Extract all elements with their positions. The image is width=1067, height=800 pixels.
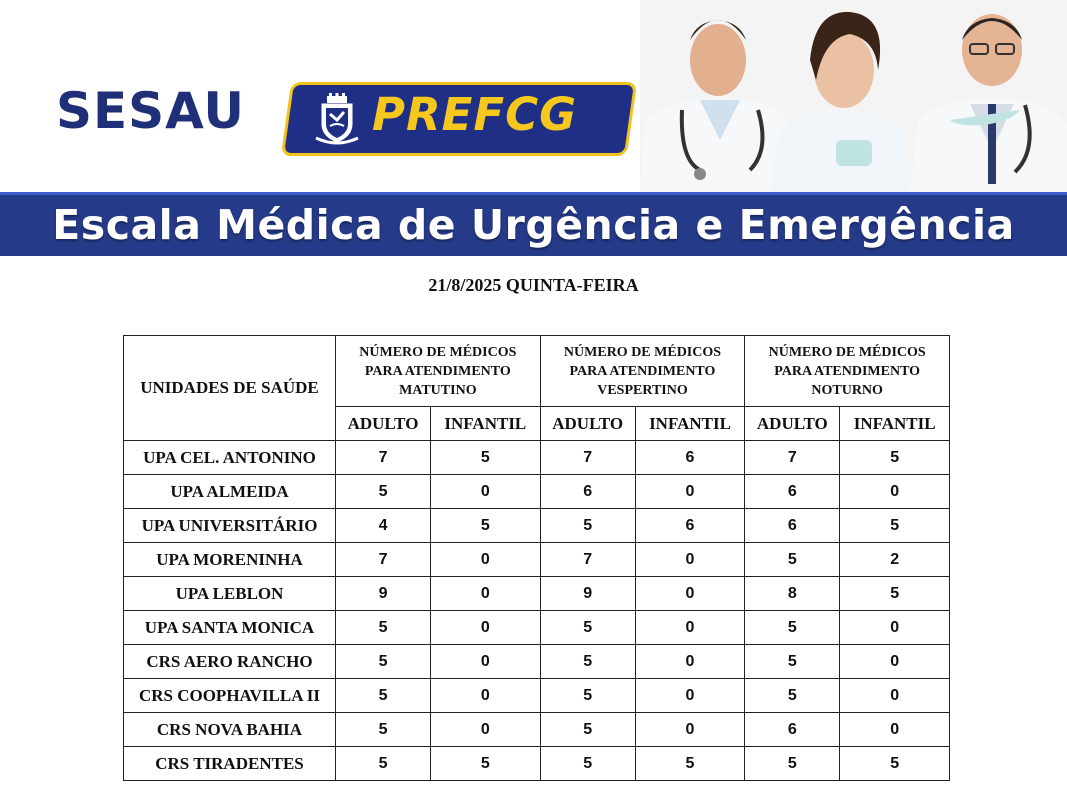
doctor-count: 6 [745, 475, 840, 509]
subheader-adult: ADULTO [336, 407, 431, 441]
group-header-line: NÚMERO DE MÉDICOS [768, 344, 926, 360]
doctor-count: 7 [745, 441, 840, 475]
doctor-count: 9 [336, 577, 431, 611]
doctor-count: 0 [431, 611, 541, 645]
doctor-count: 7 [336, 441, 431, 475]
prefcg-logo-text: PREFCG [372, 88, 578, 141]
doctor-count: 6 [635, 509, 745, 543]
doctor-count: 5 [840, 577, 950, 611]
unit-name: UPA CEL. ANTONINO [124, 441, 336, 475]
doctor-count: 5 [745, 645, 840, 679]
three-doctors-photo [640, 0, 1067, 192]
doctor-count: 6 [635, 441, 745, 475]
banner-title: Escala Médica de Urgência e Emergência [52, 201, 1015, 249]
group-header-line: NÚMERO DE MÉDICOS [359, 344, 517, 360]
group-header-line: MATUTINO [399, 382, 477, 398]
table-row [124, 509, 950, 543]
header [0, 0, 1067, 192]
doctor-count: 0 [635, 543, 745, 577]
doctor-count: 5 [540, 679, 635, 713]
table-row [124, 543, 950, 577]
table-row [124, 611, 950, 645]
doctor-count: 5 [540, 645, 635, 679]
group-header-line: NOTURNO [811, 382, 883, 398]
doctor-count: 5 [431, 509, 541, 543]
doctor-count: 0 [635, 475, 745, 509]
doctor-count: 7 [540, 441, 635, 475]
unit-name: CRS TIRADENTES [124, 747, 336, 781]
doctor-count: 0 [840, 645, 950, 679]
doctor-count: 0 [840, 679, 950, 713]
doctor-count: 0 [431, 577, 541, 611]
unit-name: CRS NOVA BAHIA [124, 713, 336, 747]
group-header-line: PARA ATENDIMENTO [364, 363, 511, 379]
doctor-count: 5 [336, 747, 431, 781]
doctor-count: 7 [540, 543, 635, 577]
doctor-count: 2 [840, 543, 950, 577]
doctor-count: 5 [540, 509, 635, 543]
table-row [124, 475, 950, 509]
doctor-count: 0 [840, 713, 950, 747]
doctor-count: 0 [431, 713, 541, 747]
unit-name: UPA UNIVERSITÁRIO [124, 509, 336, 543]
doctor-count: 5 [745, 747, 840, 781]
table-row [124, 577, 950, 611]
subheader-child: INFANTIL [840, 407, 950, 441]
table-row [124, 441, 950, 475]
doctor-count: 0 [635, 611, 745, 645]
table-row [124, 747, 950, 781]
doctor-count: 0 [635, 577, 745, 611]
doctor-count: 5 [635, 747, 745, 781]
doctor-count: 5 [336, 713, 431, 747]
group-header-night [745, 336, 950, 407]
unit-name: UPA MORENINHA [124, 543, 336, 577]
doctor-count: 5 [336, 645, 431, 679]
table-row [124, 645, 950, 679]
unit-column-header: UNIDADES DE SAÚDE [124, 336, 336, 441]
doctor-count: 6 [745, 509, 840, 543]
doctor-count: 9 [540, 577, 635, 611]
subheader-adult: ADULTO [540, 407, 635, 441]
doctor-count: 5 [540, 747, 635, 781]
group-header-line: NÚMERO DE MÉDICOS [563, 344, 722, 360]
date-line: 21/8/2025 QUINTA-FEIRA [428, 275, 639, 295]
doctor-count: 0 [635, 645, 745, 679]
unit-name: CRS AERO RANCHO [124, 645, 336, 679]
unit-name: UPA ALMEIDA [124, 475, 336, 509]
group-header-line: PARA ATENDIMENTO [569, 363, 716, 379]
unit-name: UPA LEBLON [124, 577, 336, 611]
doctor-count: 0 [431, 543, 541, 577]
doctor-count: 5 [840, 747, 950, 781]
title-banner [0, 192, 1067, 256]
doctor-count: 0 [635, 679, 745, 713]
doctor-count: 7 [336, 543, 431, 577]
doctor-count: 5 [840, 441, 950, 475]
medical-schedule-table [123, 335, 950, 781]
group-header-line: PARA ATENDIMENTO [774, 363, 921, 379]
doctor-count: 5 [840, 509, 950, 543]
doctor-count: 5 [745, 679, 840, 713]
doctor-count: 5 [540, 713, 635, 747]
doctor-count: 8 [745, 577, 840, 611]
group-header-morning [336, 336, 541, 407]
group-header-afternoon [540, 336, 745, 407]
doctor-count: 4 [336, 509, 431, 543]
table-row [124, 713, 950, 747]
doctor-count: 5 [431, 441, 541, 475]
doctor-count: 5 [336, 679, 431, 713]
subheader-child: INFANTIL [431, 407, 541, 441]
doctor-count: 5 [540, 611, 635, 645]
doctor-count: 6 [540, 475, 635, 509]
doctor-count: 5 [745, 611, 840, 645]
group-header-line: VESPERTINO [597, 382, 688, 398]
unit-name: UPA SANTA MONICA [124, 611, 336, 645]
unit-name: CRS COOPHAVILLA II [124, 679, 336, 713]
city-crest-icon [312, 90, 362, 146]
sesau-logo: SESAU [56, 82, 245, 140]
table-header-row [124, 336, 950, 407]
subheader-child: INFANTIL [635, 407, 745, 441]
subheader-adult: ADULTO [745, 407, 840, 441]
table-row [124, 679, 950, 713]
doctor-count: 6 [745, 713, 840, 747]
doctor-count: 0 [840, 475, 950, 509]
doctor-count: 0 [431, 679, 541, 713]
doctor-count: 5 [431, 747, 541, 781]
doctor-count: 0 [431, 475, 541, 509]
doctor-count: 5 [745, 543, 840, 577]
table-body [124, 441, 950, 781]
doctor-count: 0 [431, 645, 541, 679]
doctor-count: 0 [635, 713, 745, 747]
doctor-count: 5 [336, 475, 431, 509]
doctor-count: 5 [336, 611, 431, 645]
doctor-count: 0 [840, 611, 950, 645]
